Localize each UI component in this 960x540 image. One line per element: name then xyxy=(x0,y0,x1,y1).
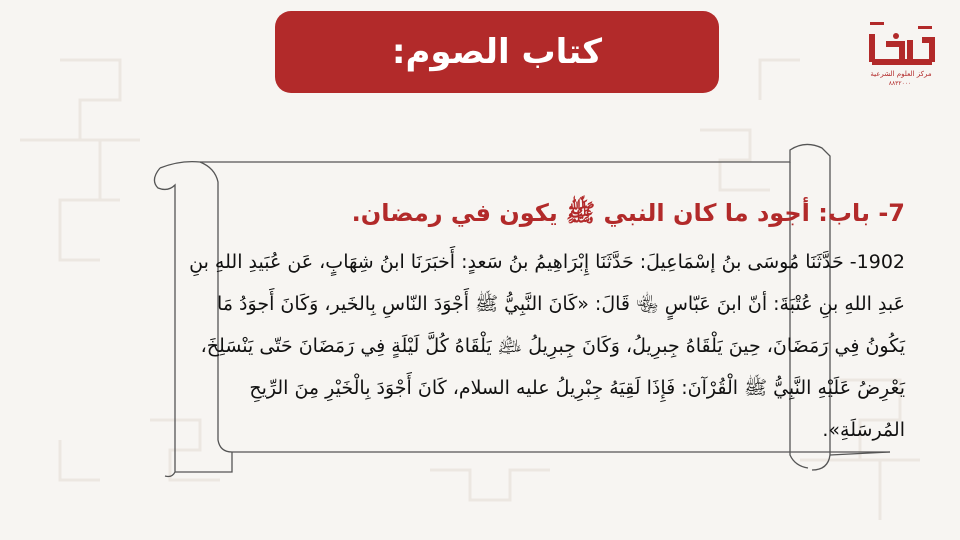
chapter-heading: 7- باب: أجود ما كان النبي ﷺ يكون في رمضان. xyxy=(351,199,905,227)
hadith-text: 1902- حَدَّثَنَا مُوسَى بنُ إسْمَاعِيلَ: حَدَّثَنَا إِبْرَاهِيمُ بنُ سَعدٍ: أَخبَرَنَا ابنُ شِهَابٍ، عَن عُبَيدِ اللهِ بنِ عَبدِ اللهِ بنِ عُتْبَةَ: أنّ ابنَ عَبّاسٍ ﵄ قَالَ: «كَانَ النَّبِيُّ ﷺ أَجْوَدَ النّاسِ بِالخَير، وَكَانَ أَجوَدُ مَا يَكُونُ فِي رَمَضَانَ، حِينَ يَلْقَاهُ جِبرِيلُ، وَكَانَ جِبرِيلُ ﵇ يَلْقَاهُ كُلَّ لَيْلَةٍ فِي رَمَضَانَ حَتّى يَنْسَلِخَ، يَعْرِضُ عَلَيْهِ النَّبِيُّ ﷺ الْقُرْآنَ: فَإِذَا لَقِيَهُ جِبْرِيلُ عليه السلام، كَانَ أَجْوَدَ بِالْخَيْرِ مِنَ الرِّيحِ المُرسَلَةِ». xyxy=(189,251,905,441)
logo-number: ٨٨٣٢٠٠٠ xyxy=(888,80,912,87)
hadith-content xyxy=(175,198,905,451)
slide-title: كتاب الصوم: xyxy=(275,11,719,93)
logo-subtitle: مركز العلوم الشرعية xyxy=(870,70,932,78)
